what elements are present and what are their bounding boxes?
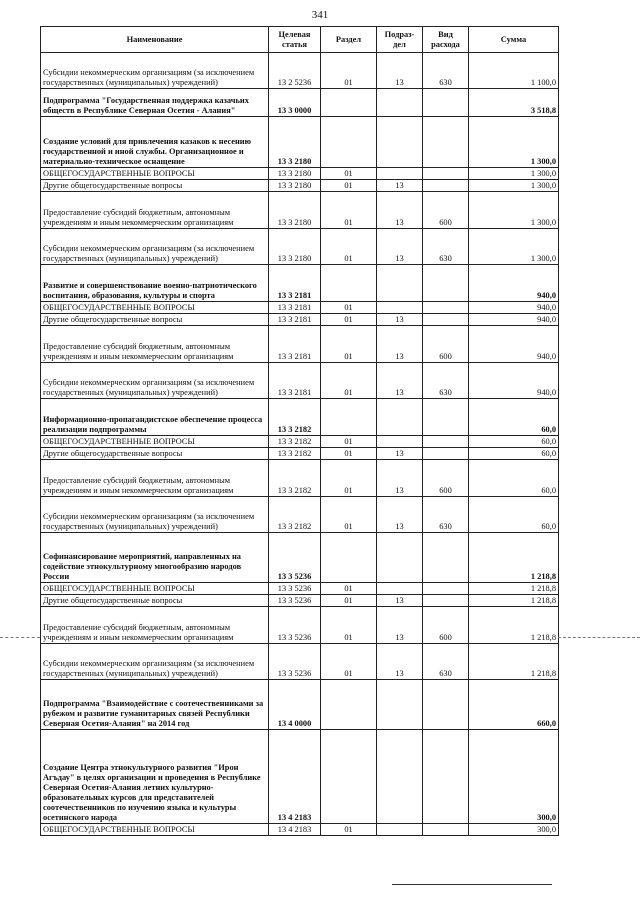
- cell-subsection: [377, 117, 423, 168]
- cell-sum: 60,0: [469, 497, 559, 533]
- cell-section: 01: [321, 180, 377, 192]
- cell-expense-type: 630: [423, 497, 469, 533]
- cell-section: [321, 117, 377, 168]
- cell-expense-type: [423, 680, 469, 730]
- cell-expense-type: [423, 824, 469, 836]
- table-row: [41, 583, 559, 595]
- scan-artifact-line: [0, 637, 40, 638]
- header-sum: Сумма: [469, 27, 559, 53]
- cell-section: 01: [321, 607, 377, 644]
- footer-rule: [392, 884, 552, 885]
- cell-code: 13 3 2182: [269, 436, 321, 448]
- cell-sum: 1 218,8: [469, 644, 559, 680]
- cell-subsection: 13: [377, 326, 423, 363]
- cell-section: 01: [321, 229, 377, 265]
- cell-section: 01: [321, 824, 377, 836]
- cell-section: 01: [321, 168, 377, 180]
- cell-subsection: [377, 265, 423, 302]
- cell-section: [321, 730, 377, 824]
- page-number: 341: [311, 9, 329, 21]
- table-row: [41, 680, 559, 730]
- cell-subsection: [377, 680, 423, 730]
- table-row: [41, 326, 559, 363]
- cell-subsection: 13: [377, 607, 423, 644]
- cell-code: 13 3 2182: [269, 460, 321, 497]
- cell-section: 01: [321, 448, 377, 460]
- table-row: [41, 607, 559, 644]
- cell-code: 13 3 0000: [269, 89, 321, 117]
- cell-subsection: 13: [377, 363, 423, 399]
- cell-name: Субсидии некоммерческим организациям (за исключением государственных (муниципальных) учреждений): [41, 229, 269, 265]
- cell-section: 01: [321, 595, 377, 607]
- header-subsection: Подраз-дел: [377, 27, 423, 53]
- cell-name: Подпрограмма "Взаимодействие с соотечественниками за рубежом и развитие гуманитарных связей Республики Северная Осетия-Алания" на 2014 год: [41, 680, 269, 730]
- cell-sum: 1 218,8: [469, 595, 559, 607]
- cell-sum: 1 100,0: [469, 53, 559, 89]
- cell-code: 13 3 2181: [269, 314, 321, 326]
- header-expense-type: Вид расхода: [423, 27, 469, 53]
- cell-code: 13 3 2180: [269, 192, 321, 229]
- cell-name: Другие общегосударственные вопросы: [41, 595, 269, 607]
- cell-code: 13 3 2181: [269, 326, 321, 363]
- table-row: [41, 730, 559, 824]
- cell-subsection: [377, 583, 423, 595]
- cell-subsection: [377, 533, 423, 583]
- cell-name: Софинансирование мероприятий, направленных на содействие этнокультурному многообразию народов России: [41, 533, 269, 583]
- cell-sum: 660,0: [469, 680, 559, 730]
- cell-sum: 60,0: [469, 460, 559, 497]
- cell-expense-type: [423, 302, 469, 314]
- table-row: [41, 399, 559, 436]
- cell-sum: 1 300,0: [469, 180, 559, 192]
- table-row: [41, 89, 559, 117]
- cell-name: ОБЩЕГОСУДАРСТВЕННЫЕ ВОПРОСЫ: [41, 824, 269, 836]
- cell-name: Создание условий для привлечения казаков к несению государственной и иной службы. Организационное и материально-техническое оснащение: [41, 117, 269, 168]
- cell-sum: 60,0: [469, 436, 559, 448]
- cell-sum: 1 218,8: [469, 533, 559, 583]
- cell-section: 01: [321, 644, 377, 680]
- cell-code: 13 3 2181: [269, 302, 321, 314]
- cell-subsection: [377, 730, 423, 824]
- cell-subsection: 13: [377, 497, 423, 533]
- cell-code: 13 3 2181: [269, 265, 321, 302]
- cell-expense-type: [423, 595, 469, 607]
- cell-subsection: 13: [377, 180, 423, 192]
- cell-section: 01: [321, 363, 377, 399]
- cell-sum: 3 518,8: [469, 89, 559, 117]
- cell-name: Субсидии некоммерческим организациям (за исключением государственных (муниципальных) учреждений): [41, 53, 269, 89]
- cell-section: 01: [321, 583, 377, 595]
- cell-section: 01: [321, 192, 377, 229]
- cell-expense-type: [423, 583, 469, 595]
- cell-name: Подпрограмма "Государственная поддержка казачьих обществ в Республике Северная Осетия - Алания": [41, 89, 269, 117]
- cell-expense-type: 630: [423, 644, 469, 680]
- table-row: [41, 117, 559, 168]
- cell-section: [321, 89, 377, 117]
- table-row: [41, 363, 559, 399]
- cell-expense-type: 600: [423, 607, 469, 644]
- header-section: Раздел: [321, 27, 377, 53]
- cell-subsection: [377, 436, 423, 448]
- cell-sum: 60,0: [469, 448, 559, 460]
- table-row: [41, 533, 559, 583]
- cell-subsection: 13: [377, 53, 423, 89]
- cell-expense-type: 600: [423, 326, 469, 363]
- table-row: [41, 53, 559, 89]
- table-row: [41, 302, 559, 314]
- cell-sum: 940,0: [469, 326, 559, 363]
- cell-sum: 1 300,0: [469, 229, 559, 265]
- cell-name: ОБЩЕГОСУДАРСТВЕННЫЕ ВОПРОСЫ: [41, 583, 269, 595]
- cell-subsection: 13: [377, 460, 423, 497]
- cell-section: [321, 265, 377, 302]
- cell-expense-type: [423, 314, 469, 326]
- cell-code: 13 3 2182: [269, 448, 321, 460]
- cell-code: 13 3 5236: [269, 644, 321, 680]
- cell-expense-type: [423, 436, 469, 448]
- cell-expense-type: [423, 117, 469, 168]
- cell-subsection: [377, 302, 423, 314]
- cell-sum: 1 300,0: [469, 117, 559, 168]
- cell-expense-type: [423, 265, 469, 302]
- cell-name: Другие общегосударственные вопросы: [41, 448, 269, 460]
- cell-section: 01: [321, 314, 377, 326]
- cell-code: 13 3 5236: [269, 595, 321, 607]
- cell-sum: 300,0: [469, 824, 559, 836]
- table-row: [41, 497, 559, 533]
- cell-sum: 300,0: [469, 730, 559, 824]
- table-row: [41, 644, 559, 680]
- cell-section: 01: [321, 497, 377, 533]
- cell-code: 13 3 2182: [269, 497, 321, 533]
- cell-section: [321, 680, 377, 730]
- cell-subsection: 13: [377, 314, 423, 326]
- cell-expense-type: [423, 168, 469, 180]
- cell-expense-type: [423, 448, 469, 460]
- cell-subsection: 13: [377, 644, 423, 680]
- cell-section: 01: [321, 53, 377, 89]
- cell-code: 13 3 2182: [269, 399, 321, 436]
- cell-name: ОБЩЕГОСУДАРСТВЕННЫЕ ВОПРОСЫ: [41, 436, 269, 448]
- cell-expense-type: 630: [423, 53, 469, 89]
- cell-name: Субсидии некоммерческим организациям (за исключением государственных (муниципальных) учреждений): [41, 644, 269, 680]
- cell-code: 13 3 5236: [269, 607, 321, 644]
- cell-name: ОБЩЕГОСУДАРСТВЕННЫЕ ВОПРОСЫ: [41, 302, 269, 314]
- cell-subsection: [377, 89, 423, 117]
- cell-name: Субсидии некоммерческим организациям (за исключением государственных (муниципальных) учреждений): [41, 363, 269, 399]
- cell-section: [321, 533, 377, 583]
- table-row: [41, 180, 559, 192]
- cell-code: 13 3 2180: [269, 117, 321, 168]
- cell-name: Предоставление субсидий бюджетным, автономным учреждениям и иным некоммерческим организациям: [41, 192, 269, 229]
- cell-sum: 940,0: [469, 265, 559, 302]
- table-row: [41, 595, 559, 607]
- cell-code: 13 3 5236: [269, 583, 321, 595]
- cell-name: Предоставление субсидий бюджетным, автономным учреждениям и иным некоммерческим организациям: [41, 326, 269, 363]
- cell-code: 13 3 2181: [269, 363, 321, 399]
- cell-name: Создание Центра этнокультурного развития "Ирон Агъдау" в целях организации и проведения в Республике Северная Осетия-Алания летних культурно-образовательных курсов для представителей соотечественников по изучению языка и культуры осетинского народа: [41, 730, 269, 824]
- table-row: [41, 265, 559, 302]
- cell-code: 13 4 0000: [269, 680, 321, 730]
- cell-sum: 1 218,8: [469, 607, 559, 644]
- cell-sum: 1 300,0: [469, 168, 559, 180]
- cell-code: 13 3 2180: [269, 180, 321, 192]
- cell-subsection: 13: [377, 595, 423, 607]
- cell-code: 13 3 5236: [269, 533, 321, 583]
- scan-artifact-line: [558, 637, 640, 638]
- cell-expense-type: [423, 399, 469, 436]
- cell-code: 13 2 5236: [269, 53, 321, 89]
- table-row: [41, 460, 559, 497]
- cell-subsection: 13: [377, 192, 423, 229]
- cell-subsection: 13: [377, 448, 423, 460]
- cell-expense-type: 600: [423, 460, 469, 497]
- table-row: [41, 168, 559, 180]
- cell-expense-type: [423, 730, 469, 824]
- cell-code: 13 4 2183: [269, 824, 321, 836]
- cell-section: 01: [321, 436, 377, 448]
- table-row: [41, 314, 559, 326]
- cell-name: Развитие и совершенствование военно-патриотического воспитания, образования, культуры и спорта: [41, 265, 269, 302]
- cell-subsection: [377, 168, 423, 180]
- table-row: [41, 229, 559, 265]
- cell-code: 13 4 2183: [269, 730, 321, 824]
- budget-table: [40, 26, 559, 836]
- cell-subsection: [377, 824, 423, 836]
- cell-code: 13 3 2180: [269, 229, 321, 265]
- table-row: [41, 824, 559, 836]
- header-name: Наименование: [41, 27, 269, 53]
- cell-sum: 1 300,0: [469, 192, 559, 229]
- table-header-row: [41, 27, 559, 53]
- cell-name: ОБЩЕГОСУДАРСТВЕННЫЕ ВОПРОСЫ: [41, 168, 269, 180]
- cell-sum: 940,0: [469, 314, 559, 326]
- cell-expense-type: [423, 89, 469, 117]
- cell-sum: 1 218,8: [469, 583, 559, 595]
- cell-sum: 940,0: [469, 302, 559, 314]
- cell-name: Другие общегосударственные вопросы: [41, 180, 269, 192]
- cell-section: 01: [321, 326, 377, 363]
- cell-sum: 60,0: [469, 399, 559, 436]
- cell-name: Другие общегосударственные вопросы: [41, 314, 269, 326]
- cell-subsection: 13: [377, 229, 423, 265]
- header-code: Целевая статья: [269, 27, 321, 53]
- table-body: [41, 53, 559, 836]
- cell-section: 01: [321, 302, 377, 314]
- cell-section: 01: [321, 460, 377, 497]
- table-row: [41, 192, 559, 229]
- cell-expense-type: [423, 533, 469, 583]
- cell-name: Предоставление субсидий бюджетным, автономным учреждениям и иным некоммерческим организациям: [41, 607, 269, 644]
- cell-section: [321, 399, 377, 436]
- cell-code: 13 3 2180: [269, 168, 321, 180]
- cell-expense-type: 630: [423, 229, 469, 265]
- cell-subsection: [377, 399, 423, 436]
- table-row: [41, 436, 559, 448]
- cell-name: Предоставление субсидий бюджетным, автономным учреждениям и иным некоммерческим организациям: [41, 460, 269, 497]
- cell-sum: 940,0: [469, 363, 559, 399]
- table-row: [41, 448, 559, 460]
- cell-expense-type: 600: [423, 192, 469, 229]
- cell-expense-type: 630: [423, 363, 469, 399]
- cell-name: Субсидии некоммерческим организациям (за исключением государственных (муниципальных) учреждений): [41, 497, 269, 533]
- cell-expense-type: [423, 180, 469, 192]
- cell-name: Информационно-пропагандистское обеспечение процесса реализации подпрограммы: [41, 399, 269, 436]
